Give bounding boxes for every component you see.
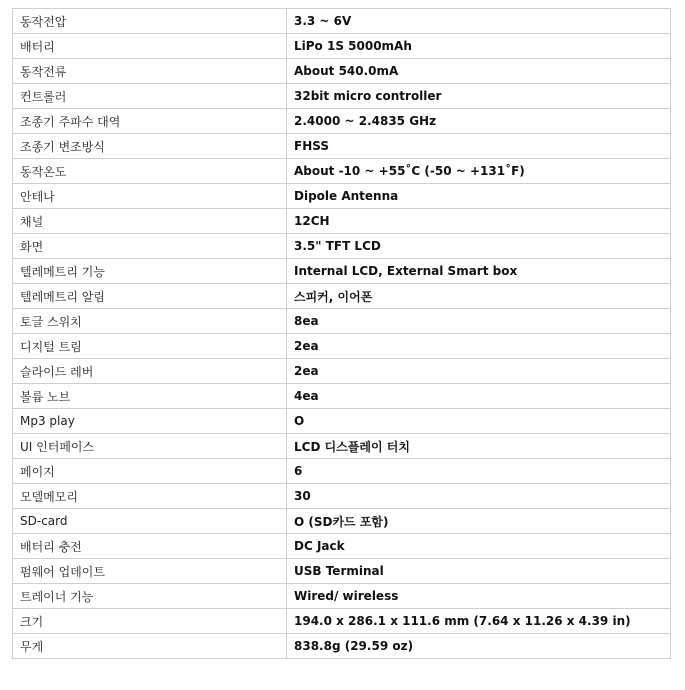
spec-label: 무게 — [13, 634, 287, 659]
table-row — [13, 9, 671, 34]
spec-label: Mp3 play — [13, 409, 287, 434]
spec-label: 슬라이드 레버 — [13, 359, 287, 384]
spec-label: 펌웨어 업데이트 — [13, 559, 287, 584]
table-row — [13, 334, 671, 359]
spec-value: 8ea — [287, 309, 671, 334]
spec-label: 조종기 변조방식 — [13, 134, 287, 159]
spec-value: 3.3 ~ 6V — [287, 9, 671, 34]
table-row — [13, 259, 671, 284]
table-row — [13, 84, 671, 109]
spec-value: O (SD카드 포함) — [287, 509, 671, 534]
table-row — [13, 59, 671, 84]
table-row — [13, 434, 671, 459]
spec-label: 배터리 충전 — [13, 534, 287, 559]
table-row — [13, 159, 671, 184]
spec-label: 모델메모리 — [13, 484, 287, 509]
spec-label: 조종기 주파수 대역 — [13, 109, 287, 134]
spec-value: 194.0 x 286.1 x 111.6 mm (7.64 x 11.26 x 4.39 in) — [287, 609, 671, 634]
spec-table-body — [13, 9, 671, 659]
spec-value: 12CH — [287, 209, 671, 234]
spec-label: 채널 — [13, 209, 287, 234]
spec-label: 동작전류 — [13, 59, 287, 84]
spec-value: 6 — [287, 459, 671, 484]
spec-value: 30 — [287, 484, 671, 509]
table-row — [13, 484, 671, 509]
spec-value: 3.5" TFT LCD — [287, 234, 671, 259]
table-row — [13, 634, 671, 659]
spec-label: UI 인터페이스 — [13, 434, 287, 459]
table-row — [13, 359, 671, 384]
spec-label: 텔레메트리 기능 — [13, 259, 287, 284]
spec-value: LiPo 1S 5000mAh — [287, 34, 671, 59]
table-row — [13, 609, 671, 634]
table-row — [13, 409, 671, 434]
spec-label: 트레이너 기능 — [13, 584, 287, 609]
spec-label: 배터리 — [13, 34, 287, 59]
table-row — [13, 584, 671, 609]
spec-label: 동작온도 — [13, 159, 287, 184]
spec-value: Wired/ wireless — [287, 584, 671, 609]
spec-label: 토글 스위치 — [13, 309, 287, 334]
spec-label: 화면 — [13, 234, 287, 259]
spec-value: 2ea — [287, 334, 671, 359]
table-row — [13, 134, 671, 159]
spec-label: 텔레메트리 알림 — [13, 284, 287, 309]
spec-value: O — [287, 409, 671, 434]
table-row — [13, 284, 671, 309]
table-row — [13, 209, 671, 234]
spec-value: 2.4000 ~ 2.4835 GHz — [287, 109, 671, 134]
spec-value: 4ea — [287, 384, 671, 409]
spec-value: 2ea — [287, 359, 671, 384]
table-row — [13, 459, 671, 484]
spec-label: 볼륨 노브 — [13, 384, 287, 409]
table-row — [13, 184, 671, 209]
spec-value: LCD 디스플레이 터치 — [287, 434, 671, 459]
spec-value: About 540.0mA — [287, 59, 671, 84]
spec-label: 크기 — [13, 609, 287, 634]
spec-value: DC Jack — [287, 534, 671, 559]
table-row — [13, 34, 671, 59]
table-row — [13, 559, 671, 584]
table-row — [13, 309, 671, 334]
table-row — [13, 509, 671, 534]
spec-value: 32bit micro controller — [287, 84, 671, 109]
table-row — [13, 109, 671, 134]
table-row — [13, 384, 671, 409]
spec-table — [12, 8, 671, 659]
table-row — [13, 234, 671, 259]
spec-value: FHSS — [287, 134, 671, 159]
spec-value: Internal LCD, External Smart box — [287, 259, 671, 284]
spec-value: 스피커, 이어폰 — [287, 284, 671, 309]
spec-label: SD-card — [13, 509, 287, 534]
spec-label: 페이지 — [13, 459, 287, 484]
spec-label: 동작전압 — [13, 9, 287, 34]
spec-value: Dipole Antenna — [287, 184, 671, 209]
spec-label: 디지털 트림 — [13, 334, 287, 359]
spec-label: 안테나 — [13, 184, 287, 209]
spec-value: About -10 ~ +55˚C (-50 ~ +131˚F) — [287, 159, 671, 184]
spec-value: USB Terminal — [287, 559, 671, 584]
spec-label: 컨트롤러 — [13, 84, 287, 109]
table-row — [13, 534, 671, 559]
spec-value: 838.8g (29.59 oz) — [287, 634, 671, 659]
